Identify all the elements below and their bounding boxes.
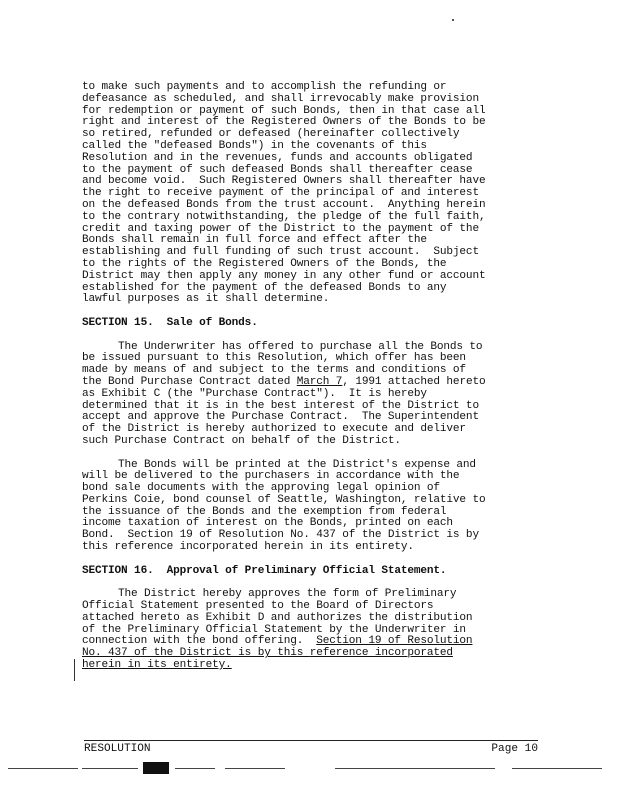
text-fragment: , 1991 attached hereto (342, 375, 486, 388)
text-line: Bonds shall remain in full force and effect after the (82, 234, 427, 247)
section-16-heading: SECTION 16. Approval of Preliminary Official Statement. (82, 564, 447, 577)
text-line: of the Preliminary Official Statement by the Underwriter in (82, 623, 466, 636)
purchase-contract-date: March 7 (296, 375, 343, 388)
inserted-text: No. 437 of the District is by this (82, 647, 310, 660)
section-15-paragraph-2 (82, 460, 542, 554)
text-line: Resolution and in the revenues, funds and accounts obligated (82, 151, 473, 164)
scan-line (225, 768, 285, 769)
text-line (82, 377, 542, 389)
scan-line (335, 768, 495, 769)
text-line: The Underwriter has offered to purchase all the Bonds to (118, 340, 483, 353)
text-line: the right to receive payment of the principal of and interest (82, 187, 479, 200)
text-line: this reference incorporated herein in its entirety. (82, 541, 414, 554)
text-line: of the District is hereby authorized to execute and deliver (82, 423, 466, 436)
inserted-text: reference incorporated (309, 647, 453, 660)
text-line: The Bonds will be printed at the District's expense and (118, 458, 476, 471)
document-body (82, 82, 542, 672)
scan-redaction-block (143, 762, 169, 774)
scan-artifact-strip (0, 760, 623, 774)
text-line: Official Statement presented to the Board of Directors (82, 600, 434, 613)
section-15-paragraph-1 (82, 342, 542, 448)
text-line (82, 660, 542, 672)
text-line: the issuance of the Bonds and the exemption from federal (82, 505, 447, 518)
text-line: defeasance as scheduled, and shall irrevocably make provision (82, 92, 479, 105)
revision-margin-bar (74, 659, 76, 681)
text-line: established for the payment of the defeased Bonds to any (82, 281, 447, 294)
text-line: called the "defeased Bonds") in the covenants of this (82, 139, 427, 152)
scan-speck (452, 19, 454, 21)
inserted-text: herein in its entirety. (82, 659, 232, 672)
section-16-paragraph (82, 589, 542, 672)
text-line: establishing and full funding of such trust account. Subject (82, 246, 479, 259)
text-line: credit and taxing power of the District to the payment of the (82, 222, 479, 235)
text-line: as Exhibit C (the "Purchase Contract"). It is hereby (82, 387, 427, 400)
text-line: to make such payments and to accomplish the refunding or (82, 81, 447, 93)
text-line: accept and approve the Purchase Contract. The Superintendent (82, 411, 479, 424)
text-line: be issued pursuant to this Resolution, which offer has been (82, 352, 466, 365)
scan-line (512, 768, 602, 769)
text-line: made by means of and subject to the terms and conditions of (82, 364, 466, 377)
text-line: and become void. Such Registered Owners shall thereafter have (82, 175, 486, 188)
text-line: such Purchase Contract on behalf of the District. (82, 434, 401, 447)
intro-paragraph (82, 82, 542, 306)
scan-line (82, 768, 138, 769)
text-line: so retired, refunded or defeased (hereinafter collectively (82, 128, 460, 141)
text-line: The District hereby approves the form of Preliminary (118, 588, 457, 601)
text-line: to the payment of such defeased Bonds shall thereafter cease (82, 163, 473, 176)
text-line: income taxation of interest on the Bonds, printed on each (82, 517, 453, 530)
text-line: to the contrary notwithstanding, the pledge of the full faith, (82, 210, 486, 223)
text-line: to the rights of the Registered Owners of the Bonds, the (82, 257, 447, 270)
text-fragment: the Bond Purchase Contract dated (82, 375, 297, 388)
page-footer (84, 740, 538, 755)
text-line: determined that it is in the best interest of the District to (82, 399, 479, 412)
footer-document-title: RESOLUTION (84, 743, 151, 755)
text-line: bond sale documents with the approving legal opinion of (82, 482, 440, 495)
text-line: Bond. Section 19 of Resolution No. 437 of the District is by (82, 529, 479, 542)
text-line: on the defeased Bonds from the trust account. Anything herein (82, 198, 486, 211)
scan-line (8, 768, 78, 769)
text-line: lawful purposes as it shall determine. (82, 293, 330, 306)
text-fragment: connection with the bond offering. (82, 635, 317, 648)
inserted-text: Section 19 of Resolution (316, 635, 473, 648)
footer-page-number: Page 10 (491, 743, 538, 755)
text-line: will be delivered to the purchasers in accordance with the (82, 470, 460, 483)
text-line: District may then apply any money in any other fund or account (82, 269, 486, 282)
scan-line (175, 768, 215, 769)
text-line: attached hereto as Exhibit D and authorizes the distribution (82, 611, 473, 624)
text-line: Perkins Coie, bond counsel of Seattle, Washington, relative to (82, 493, 486, 506)
text-line: for redemption or payment of such Bonds, then in that case all (82, 104, 486, 117)
section-15-heading: SECTION 15. Sale of Bonds. (82, 316, 258, 329)
text-line: right and interest of the Registered Owners of the Bonds to be (82, 116, 486, 129)
